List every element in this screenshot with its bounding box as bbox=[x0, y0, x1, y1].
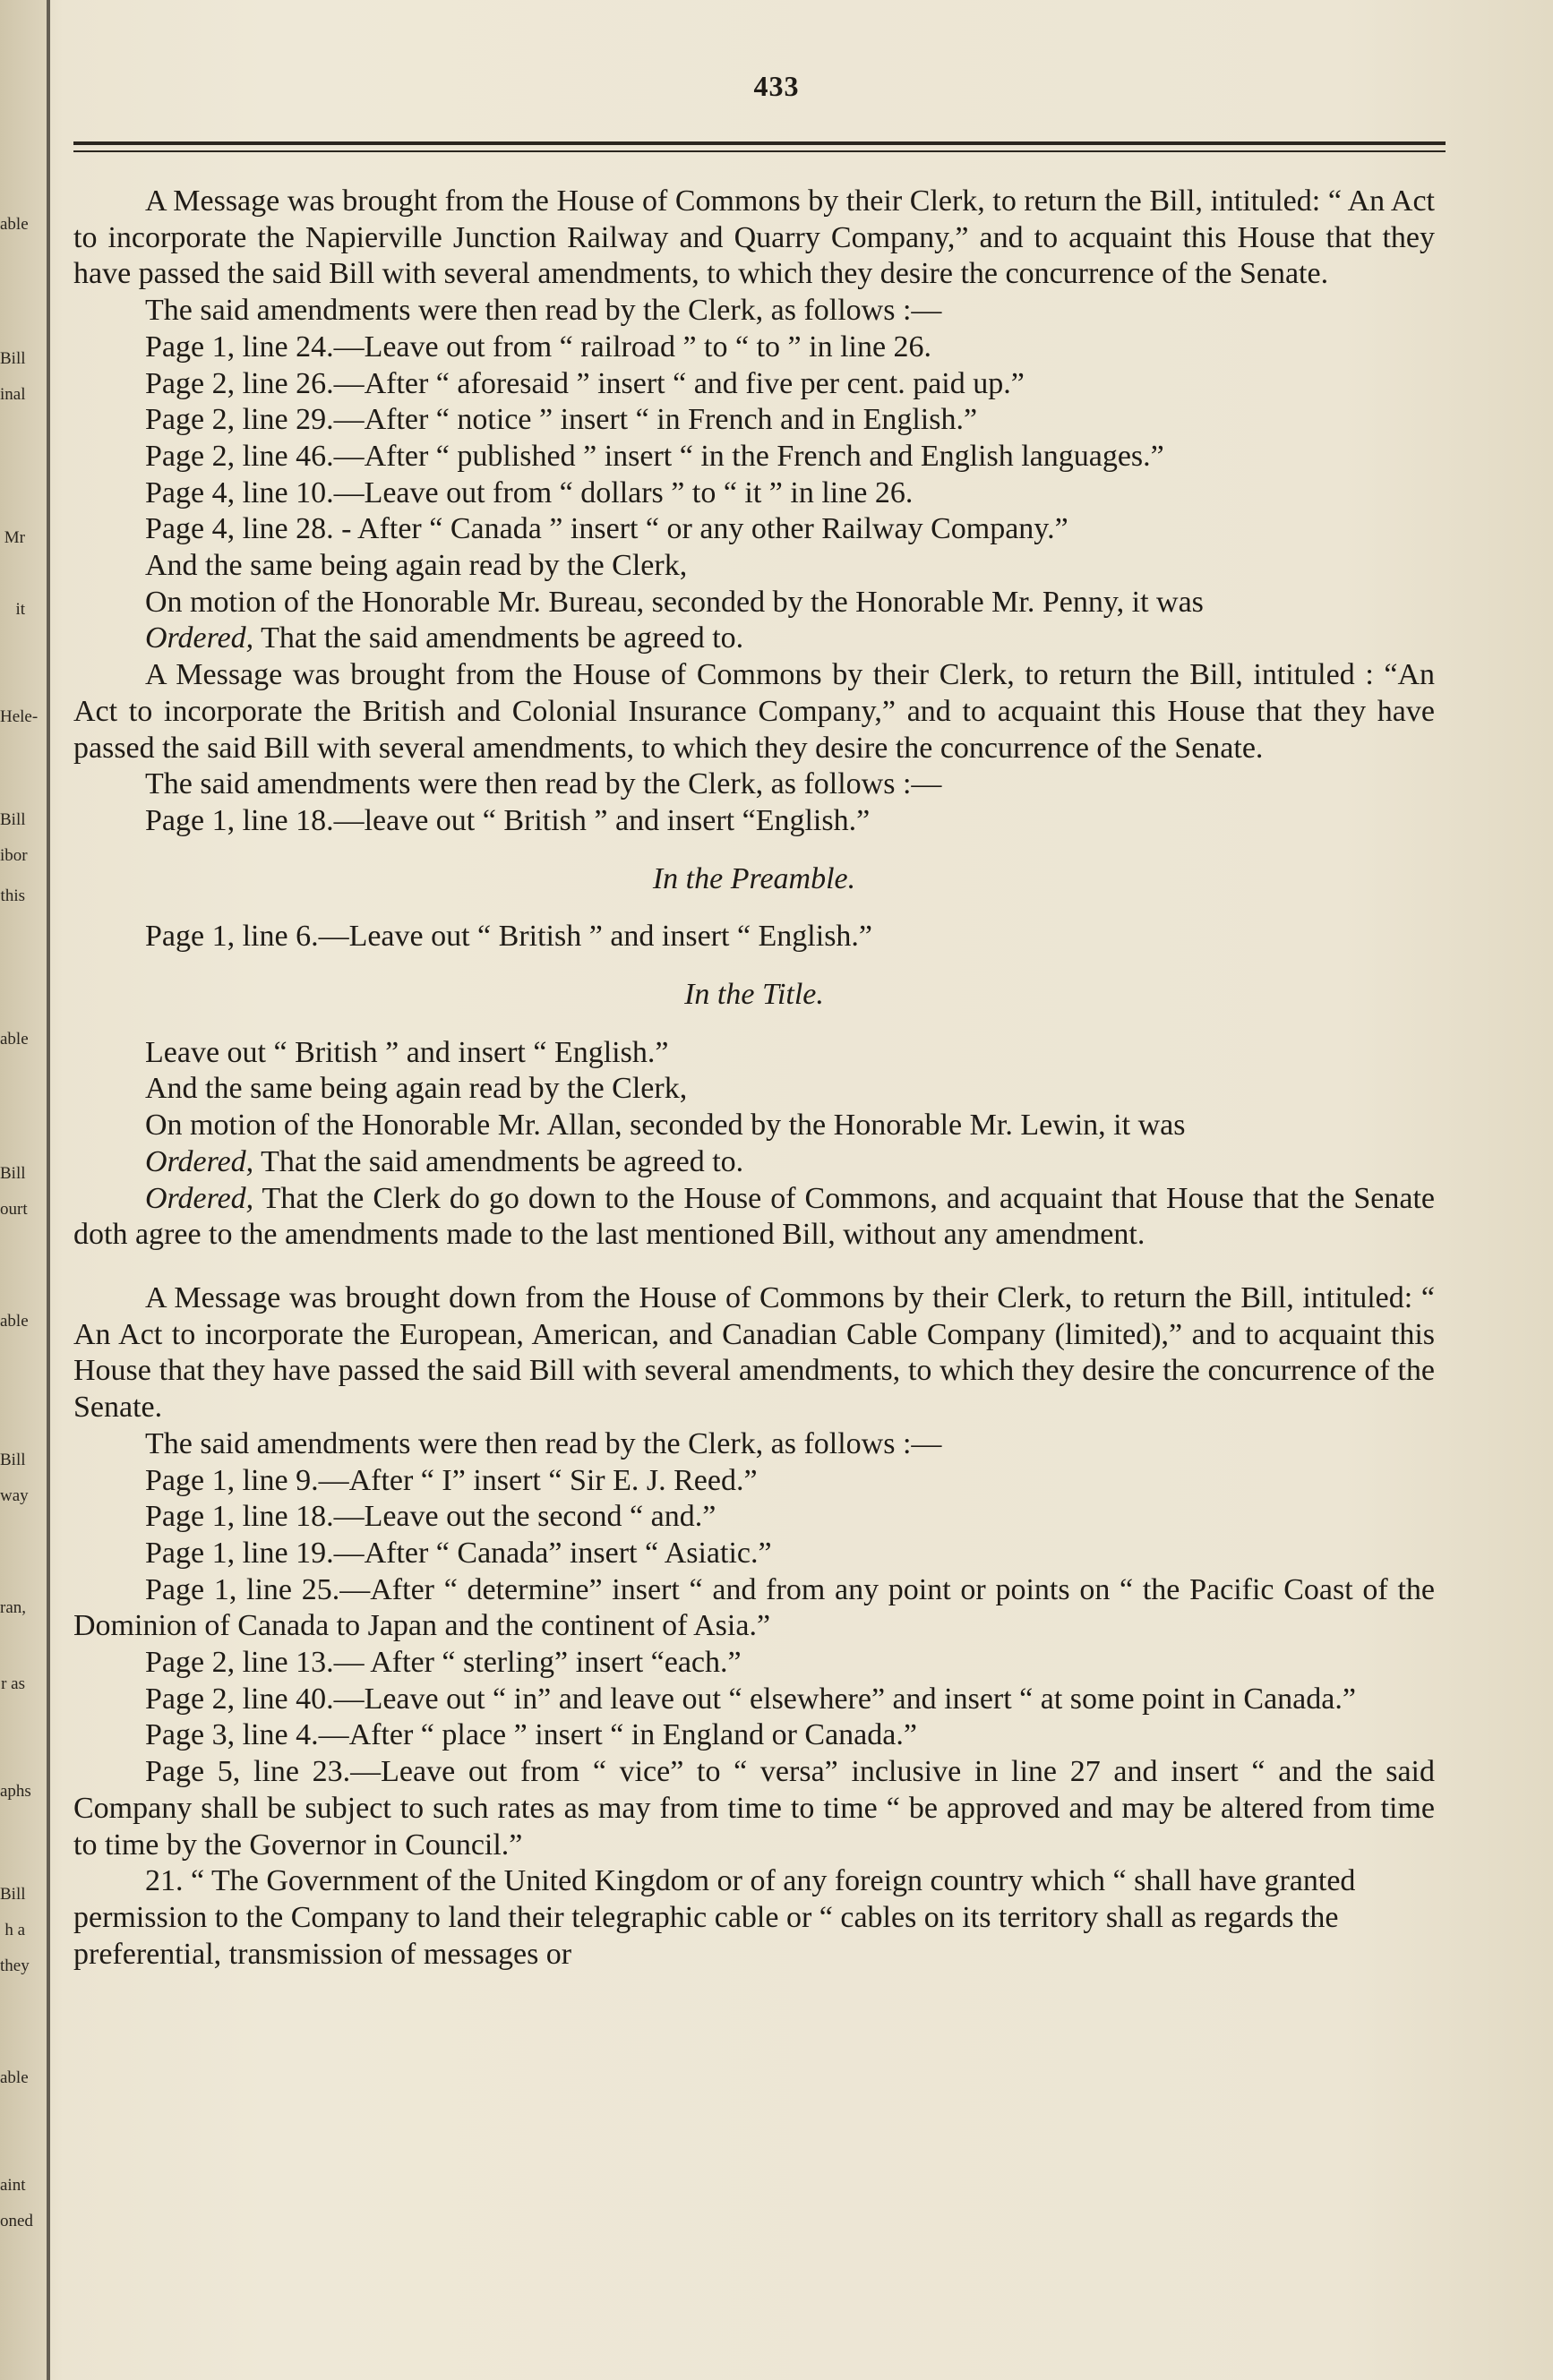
paragraph: Page 1, line 25.—After “ determine” insert “ and from any point or points on “ the Pacific Coast of the Dominion of Canada to Japan and the continent of Asia.” bbox=[73, 1572, 1435, 1643]
margin-fragment: able bbox=[0, 2068, 29, 2087]
paragraph: A Message was brought down from the House of Commons by their Clerk, to return the Bill, intituled: “ An Act to incorporate the European, American, and Canadian Cable Company (limited),” and to acquaint this House that they have passed the said Bill with several amendments, to which they desire the concurrence of the Senate. bbox=[73, 1280, 1435, 1425]
margin-fragment: ourt bbox=[0, 1200, 28, 1219]
paragraph: A Message was brought from the House of Commons by their Clerk, to return the Bill, intituled: “ An Act to incorporate the Napierville Junction Railway and Quarry Company,” and to acquaint this House that they have passed the said Bill with several amendments, to which they desire the concurrence of the Senate. bbox=[73, 184, 1435, 291]
paragraph: Page 1, line 24.—Leave out from “ railroad ” to “ to ” in line 26. bbox=[145, 330, 932, 364]
ordered-label: Ordered, bbox=[145, 621, 254, 655]
paragraph: Page 4, line 28. - After “ Canada ” insert “ or any other Railway Company.” bbox=[145, 512, 1068, 546]
margin-fragment: Bill bbox=[0, 1885, 26, 1904]
paragraph: The said amendments were then read by the Clerk, as follows :— bbox=[145, 294, 942, 328]
paragraph: Page 2, line 40.—Leave out “ in” and leave out “ elsewhere” and insert “ at some point in Canada.” bbox=[145, 1682, 1356, 1716]
paragraph bbox=[73, 1181, 1435, 1254]
margin-fragment: r as bbox=[1, 1674, 25, 1693]
paragraph: A Message was brought from the House of Commons by their Clerk, to return the Bill, intituled : “An Act to incorporate the British and Colonial Insurance Company,” and to acquaint this House that they have passed the said Bill with several amendments, to which they desire the concurrence of the Senate. bbox=[73, 658, 1435, 765]
margin-fragment: inal bbox=[0, 385, 26, 404]
paragraph: Page 1, line 6.—Leave out “ British ” and insert “ English.” bbox=[145, 920, 873, 954]
margin-fragment: Hele- bbox=[0, 707, 39, 726]
paragraph: Page 1, line 18.—Leave out the second “ and.” bbox=[145, 1500, 716, 1534]
paragraph: The said amendments were then read by the Clerk, as follows :— bbox=[145, 1426, 942, 1460]
paragraph: Page 1, line 19.—After “ Canada” insert “ Asiatic.” bbox=[145, 1536, 772, 1570]
margin-fragment: h a bbox=[4, 1921, 25, 1939]
header-rule-thin bbox=[73, 150, 1446, 152]
margin-fragment: Bill bbox=[0, 349, 26, 368]
paragraph: And the same being again read by the Clerk, bbox=[145, 1072, 688, 1106]
margin-fragment: Bill bbox=[0, 1164, 26, 1183]
paragraph: Leave out “ British ” and insert “ English.” bbox=[145, 1035, 669, 1069]
ordered-label: Ordered, bbox=[145, 1181, 254, 1215]
binding-edge-line bbox=[47, 0, 50, 2380]
margin-fragment: Mr bbox=[4, 528, 25, 547]
section-heading: In the Title. bbox=[684, 978, 824, 1012]
paragraph bbox=[73, 621, 1435, 657]
margin-fragment: Bill bbox=[0, 1451, 26, 1469]
margin-fragment: way bbox=[0, 1486, 29, 1505]
paragraph: Page 5, line 23.—Leave out from “ vice” to “ versa” inclusive in line 27 and insert “ and the said Company shall be subject to such rates as may from time to time “ be approved and may be altered from time to time by the Governor in Council.” bbox=[73, 1755, 1435, 1862]
margin-fragment: able bbox=[0, 1312, 29, 1331]
margin-fragment: able bbox=[0, 1030, 29, 1049]
paragraph: Page 1, line 18.—leave out “ British ” and insert “English.” bbox=[145, 803, 871, 837]
paragraph: The said amendments were then read by the Clerk, as follows :— bbox=[145, 767, 942, 801]
paragraph: Page 1, line 9.—After “ I” insert “ Sir E. J. Reed.” bbox=[145, 1463, 758, 1497]
margin-fragment: oned bbox=[0, 2212, 33, 2230]
paragraph: Page 2, line 46.—After “ published ” insert “ in the French and English languages.” bbox=[145, 439, 1164, 473]
section-heading: In the Preamble. bbox=[652, 861, 856, 895]
margin-fragment: ran, bbox=[0, 1598, 27, 1617]
paragraph: 21. “ The Government of the United Kingdom or of any foreign country which “ shall have granted permission to the Company to land their telegraphic cable or “ cables on its territory shall as regards the preferential, transmission of messages or bbox=[73, 1864, 1356, 1971]
body-text bbox=[73, 184, 1435, 1973]
paragraph: Page 2, line 29.—After “ notice ” insert “ in French and in English.” bbox=[145, 403, 978, 437]
paragraph: Page 4, line 10.—Leave out from “ dollars ” to “ it ” in line 26. bbox=[145, 475, 914, 509]
paragraph: Page 2, line 26.—After “ aforesaid ” insert “ and five per cent. paid up.” bbox=[145, 366, 1025, 400]
paragraph-text: That the said amendments be agreed to. bbox=[253, 1144, 744, 1178]
section-gap bbox=[73, 1254, 1435, 1280]
margin-fragment: able bbox=[0, 215, 29, 234]
paragraph-text: That the Clerk do go down to the House of Commons, and acquaint that House that the Senate doth agree to the amendments made to the last mentioned Bill, without any amendment. bbox=[73, 1181, 1435, 1252]
page-number: 433 bbox=[753, 70, 800, 102]
ordered-label: Ordered, bbox=[145, 1144, 254, 1178]
paragraph: And the same being again read by the Clerk, bbox=[145, 549, 688, 583]
margin-fragment: they bbox=[0, 1956, 30, 1975]
header-rule-thick bbox=[73, 141, 1446, 145]
paragraph: Page 2, line 13.— After “ sterling” insert “each.” bbox=[145, 1646, 742, 1680]
paragraph bbox=[73, 1144, 1435, 1181]
paragraph: On motion of the Honorable Mr. Bureau, seconded by the Honorable Mr. Penny, it was bbox=[145, 585, 1204, 619]
margin-fragment: Bill bbox=[0, 810, 26, 829]
paragraph-text: That the said amendments be agreed to. bbox=[253, 621, 744, 655]
paragraph: On motion of the Honorable Mr. Allan, seconded by the Honorable Mr. Lewin, it was bbox=[145, 1109, 1186, 1143]
margin-fragment: it bbox=[15, 600, 25, 619]
paragraph: Page 3, line 4.—After “ place ” insert “ in England or Canada.” bbox=[145, 1718, 917, 1752]
margin-fragment: aphs bbox=[0, 1782, 31, 1801]
margin-fragment: this bbox=[0, 886, 25, 905]
margin-fragment: aint bbox=[0, 2176, 26, 2195]
margin-fragment: ibor bbox=[0, 846, 28, 865]
